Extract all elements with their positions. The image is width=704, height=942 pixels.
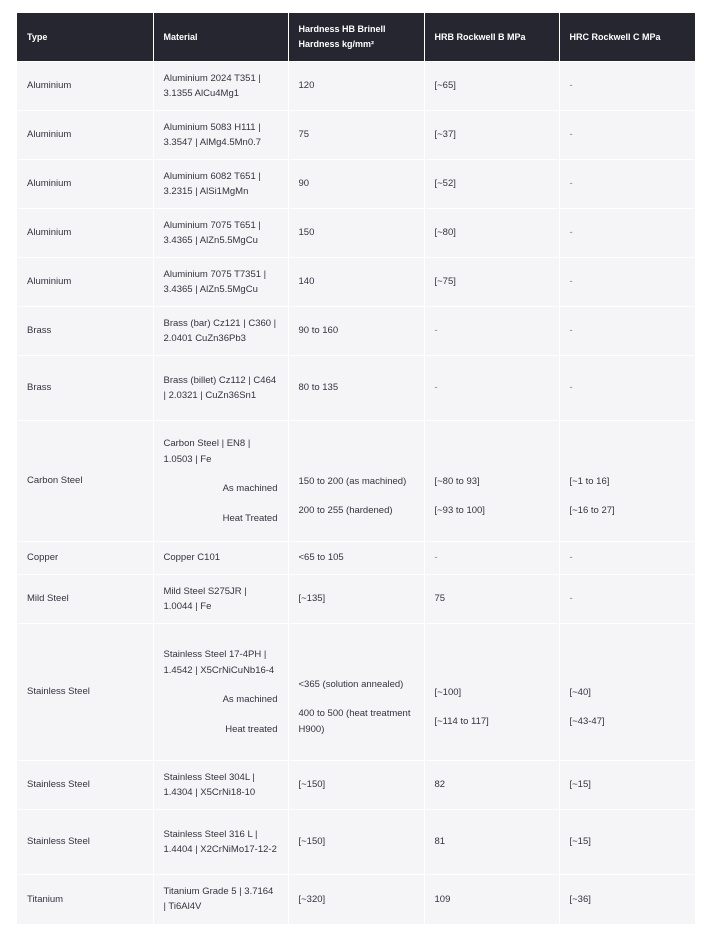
cell-material: Aluminium 7075 T651 | 3.4365 | AlZn5.5MgCu (153, 209, 288, 258)
cell-hrb: [~37] (424, 111, 559, 160)
cell-hb: <65 to 105 (288, 542, 424, 575)
table-row (17, 160, 695, 209)
cell-type: Mild Steel (17, 575, 153, 624)
cell-type: Stainless Steel (17, 810, 153, 875)
cell-type: Copper (17, 542, 153, 575)
cell-material: Brass (bar) Cz121 | C360 | 2.0401 CuZn36Pb3 (153, 307, 288, 356)
cell-type: Aluminium (17, 160, 153, 209)
cell-hb: 80 to 135 (288, 356, 424, 421)
table-row (17, 356, 695, 421)
cell-hrc (559, 421, 695, 542)
cell-type: Aluminium (17, 258, 153, 307)
header-hrc: HRC Rockwell C MPa (559, 13, 695, 62)
table-row (17, 62, 695, 111)
cell-material: Stainless Steel 304L | 1.4304 | X5CrNi18-10 (153, 761, 288, 810)
cell-type: Aluminium (17, 62, 153, 111)
cell-hrb: [~52] (424, 160, 559, 209)
header-hrb: HRB Rockwell B MPa (424, 13, 559, 62)
cell-hrc: - (559, 575, 695, 624)
table-row (17, 209, 695, 258)
cell-hb: [~320] (288, 875, 424, 924)
cell-hrb: - (424, 307, 559, 356)
condition-as-machined: As machined (222, 483, 278, 494)
cell-material: Aluminium 2024 T351 | 3.1355 AlCu4Mg1 (153, 62, 288, 111)
cell-hrc: [~36] (559, 875, 695, 924)
header-hb (288, 13, 424, 62)
cell-hb: 120 (288, 62, 424, 111)
cell-material (153, 421, 288, 542)
cell-material (153, 624, 288, 761)
hb-value-2: 400 to 500 (heat treatment H900) (298, 708, 411, 735)
cell-hrb (424, 421, 559, 542)
cell-hrc: - (559, 356, 695, 421)
header-row (17, 13, 695, 62)
condition-as-machined: As machined (222, 694, 278, 705)
cell-hrc: - (559, 542, 695, 575)
cell-hrb: [~75] (424, 258, 559, 307)
cell-hb: 140 (288, 258, 424, 307)
cell-hrc: [~15] (559, 810, 695, 875)
cell-hrb: [~65] (424, 62, 559, 111)
table-row (17, 307, 695, 356)
cell-hb: 90 to 160 (288, 307, 424, 356)
table-row-carbon-steel (17, 421, 695, 542)
cell-hb: [~135] (288, 575, 424, 624)
cell-hrc (559, 624, 695, 761)
cell-material: Aluminium 7075 T7351 | 3.4365 | AlZn5.5MgCu (153, 258, 288, 307)
condition-heat-treated: Heat Treated (222, 512, 278, 524)
condition-heat-treated: Heat treated (225, 723, 278, 735)
cell-hrc: - (559, 160, 695, 209)
cell-hrb: [~80] (424, 209, 559, 258)
cell-material: Brass (billet) Cz112 | C464 | 2.0321 | CuZn36Sn1 (153, 356, 288, 421)
table-row-stainless-17-4ph (17, 624, 695, 761)
table-row (17, 575, 695, 624)
cell-type: Stainless Steel (17, 624, 153, 761)
header-hb-line1: Hardness HB Brinell (298, 24, 386, 34)
hrb-value-1: [~80 to 93] (434, 475, 480, 487)
hrb-value-1: [~100] (434, 686, 462, 698)
hrc-value-2: [~43-47] (569, 716, 605, 727)
cell-hrc: [~15] (559, 761, 695, 810)
table-row (17, 111, 695, 160)
cell-hrc: - (559, 62, 695, 111)
cell-hrb (424, 624, 559, 761)
table-row (17, 875, 695, 924)
table-row (17, 542, 695, 575)
cell-type: Titanium (17, 875, 153, 924)
cell-material: Aluminium 6082 T651 | 3.2315 | AlSi1MgMn (153, 160, 288, 209)
cell-hb (288, 421, 424, 542)
cell-type: Carbon Steel (17, 421, 153, 542)
cell-hrb: - (424, 542, 559, 575)
table-row (17, 810, 695, 875)
cell-type: Brass (17, 356, 153, 421)
cell-type: Brass (17, 307, 153, 356)
table-row (17, 761, 695, 810)
material-name: Carbon Steel | EN8 | 1.0503 | Fe (163, 438, 251, 465)
header-hb-line2: Hardness kg/mm² (298, 39, 375, 49)
cell-hrc: - (559, 209, 695, 258)
hrb-value-2: [~93 to 100] (434, 505, 485, 516)
cell-type: Aluminium (17, 209, 153, 258)
table-row (17, 258, 695, 307)
cell-material: Titanium Grade 5 | 3.7164 | Ti6Al4V (153, 875, 288, 924)
hrc-value-2: [~16 to 27] (569, 505, 615, 516)
cell-material: Aluminium 5083 H111 | 3.3547 | AlMg4.5Mn0.7 (153, 111, 288, 160)
cell-hrb: 75 (424, 575, 559, 624)
cell-material: Copper C101 (153, 542, 288, 575)
hb-value-1: 150 to 200 (as machined) (298, 475, 407, 487)
hb-value-2: 200 to 255 (hardened) (298, 505, 393, 516)
header-material: Material (153, 13, 288, 62)
cell-hrc: - (559, 111, 695, 160)
header-type: Type (17, 13, 153, 62)
cell-hb: 75 (288, 111, 424, 160)
cell-hrb: 82 (424, 761, 559, 810)
cell-hrc: - (559, 258, 695, 307)
cell-material: Stainless Steel 316 L | 1.4404 | X2CrNiMo17-12-2 (153, 810, 288, 875)
cell-hb: [~150] (288, 810, 424, 875)
cell-material: Mild Steel S275JR | 1.0044 | Fe (153, 575, 288, 624)
cell-hrb: 109 (424, 875, 559, 924)
cell-type: Aluminium (17, 111, 153, 160)
hrb-value-2: [~114 to 117] (434, 716, 489, 727)
hb-value-1: <365 (solution annealed) (298, 678, 404, 690)
hardness-table (17, 13, 695, 924)
cell-hrb: - (424, 356, 559, 421)
cell-hrc: - (559, 307, 695, 356)
cell-hrb: 81 (424, 810, 559, 875)
hrc-value-1: [~1 to 16] (569, 475, 610, 487)
cell-hb (288, 624, 424, 761)
hrc-value-1: [~40] (569, 686, 591, 698)
cell-hb: [~150] (288, 761, 424, 810)
cell-type: Stainless Steel (17, 761, 153, 810)
material-name: Stainless Steel 17-4PH | 1.4542 | X5CrNiCuNb16-4 (163, 649, 275, 676)
cell-hb: 150 (288, 209, 424, 258)
cell-hb: 90 (288, 160, 424, 209)
